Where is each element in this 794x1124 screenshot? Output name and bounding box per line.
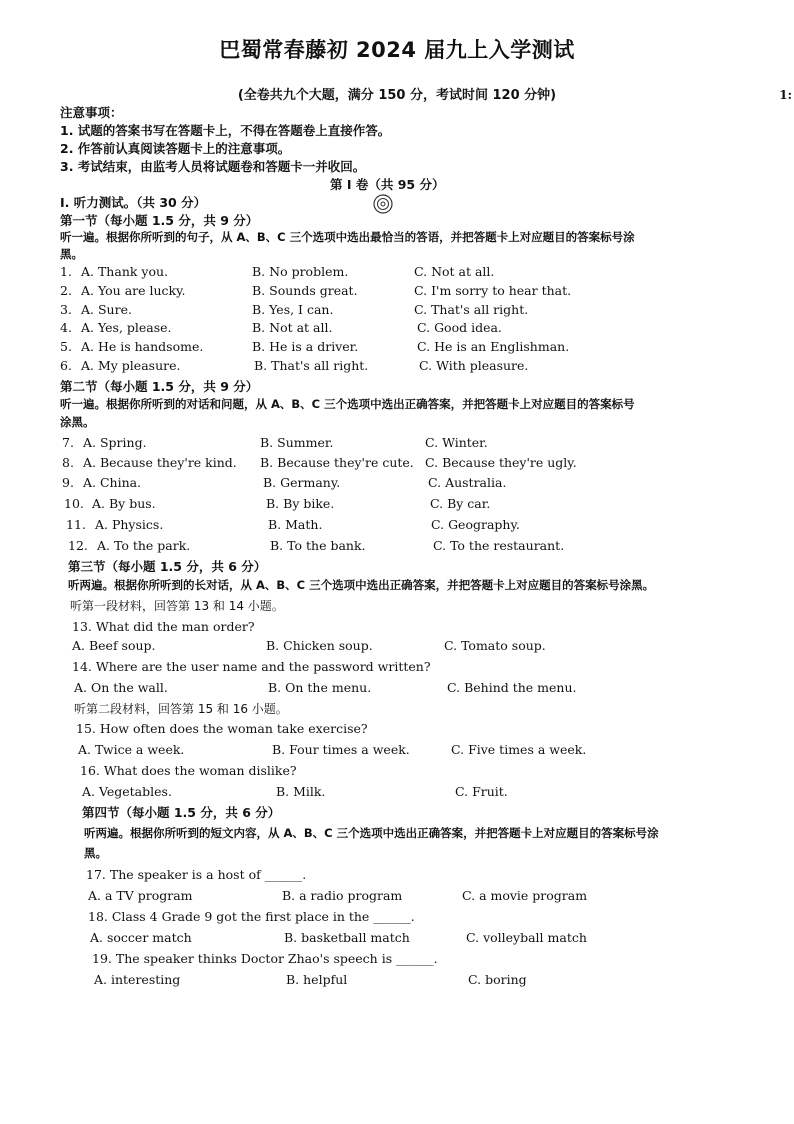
question-number: 4.	[60, 320, 72, 335]
option-c: C. He is an Englishman.	[417, 339, 570, 354]
option-b: B. Because they're cute.	[260, 455, 414, 470]
option-b: B. a radio program	[282, 888, 403, 903]
option-c: C. Fruit.	[455, 784, 508, 799]
option-a: A. You are lucky.	[81, 283, 186, 298]
question-number: 6.	[60, 358, 72, 373]
question-number: 10.	[64, 496, 84, 511]
option-c: C. Good idea.	[417, 320, 502, 335]
option-c: C. Behind the menu.	[447, 680, 577, 695]
option-b: B. helpful	[286, 972, 348, 987]
option-c: C. I'm sorry to hear that.	[414, 283, 572, 298]
option-c: C. Tomato soup.	[444, 638, 546, 653]
option-a: A. a TV program	[88, 888, 193, 903]
option-b: B. To the bank.	[270, 538, 366, 553]
option-c: C. Not at all.	[414, 264, 495, 279]
option-b: B. He is a driver.	[252, 339, 359, 354]
section2-instruction: 听一遍。根据你所听到的对话和问题，从 A、B、C 三个选项中选出正确答案，并把答题卡上对应题目的答案标号	[60, 397, 635, 411]
option-b: B. Yes, I can.	[252, 302, 334, 317]
question-number: 7.	[62, 435, 74, 450]
question-number: 1.	[60, 264, 72, 279]
option-c: C. That's all right.	[414, 302, 529, 317]
option-c: C. Five times a week.	[451, 742, 587, 757]
option-a: A. Thank you.	[81, 264, 169, 279]
option-a: A. To the park.	[97, 538, 191, 553]
option-b: B. No problem.	[252, 264, 349, 279]
option-a: A. By bus.	[92, 496, 156, 511]
option-b: B. Math.	[268, 517, 323, 532]
notice-item-3: 3. 考试结束，由监考人员将试题卷和答题卡一并收回。	[60, 159, 366, 174]
option-b: B. Not at all.	[252, 320, 333, 335]
option-a: A. He is handsome.	[81, 339, 204, 354]
option-a: A. Twice a week.	[78, 742, 185, 757]
option-c: C. Because they're ugly.	[425, 455, 577, 470]
notice-heading: 注意事项：	[60, 105, 123, 120]
notice-item-1: 1. 试题的答案书写在答题卡上，不得在答题卷上直接作答。	[60, 123, 391, 138]
section4-instruction-cont: 黑。	[84, 846, 107, 860]
option-b: B. Germany.	[263, 475, 341, 490]
question-number: 12.	[68, 538, 88, 553]
section3-title: 第三节（每小题 1.5 分，共 6 分）	[68, 559, 267, 574]
option-a: A. On the wall.	[74, 680, 168, 695]
volume-heading: 第 I 卷（共 95 分）	[330, 177, 445, 192]
section2-title: 第二节（每小题 1.5 分，共 9 分）	[60, 379, 259, 394]
section4-instruction: 听两遍。根据你所听到的短文内容，从 A、B、C 三个选项中选出正确答案，并把答题卡上对应题目的答案标号涂	[84, 826, 659, 840]
option-c: C. Australia.	[428, 475, 507, 490]
question-18-stem: 18. Class 4 Grade 9 got the first place in the ______.	[88, 909, 415, 924]
option-a: A. Because they're kind.	[83, 455, 237, 470]
option-c: C. boring	[468, 972, 527, 987]
question-14-stem: 14. Where are the user name and the password written?	[72, 659, 431, 674]
option-b: B. Sounds great.	[252, 283, 358, 298]
option-c: C. With pleasure.	[419, 358, 529, 373]
exam-title: 巴蜀常春藤初 2024 届九上入学测试	[219, 38, 575, 62]
option-a: A. Physics.	[95, 517, 164, 532]
question-number: 8.	[62, 455, 74, 470]
option-b: B. By bike.	[266, 496, 335, 511]
option-a: A. Beef soup.	[72, 638, 156, 653]
section2-instruction-cont: 涂黑。	[60, 415, 95, 429]
option-b: B. That's all right.	[254, 358, 369, 373]
question-number: 2.	[60, 283, 72, 298]
option-c: C. volleyball match	[466, 930, 587, 945]
option-a: A. interesting	[94, 972, 181, 987]
question-13-stem: 13. What did the man order?	[72, 619, 255, 634]
option-c: C. a movie program	[462, 888, 588, 903]
option-a: A. Vegetables.	[82, 784, 172, 799]
question-number: 5.	[60, 339, 72, 354]
audio-disc-icon	[372, 193, 394, 215]
question-number: 9.	[62, 475, 74, 490]
page-edge-mark: 1:	[779, 88, 792, 102]
notice-item-2: 2. 作答前认真阅读答题卡上的注意事项。	[60, 141, 291, 156]
question-16-stem: 16. What does the woman dislike?	[80, 763, 297, 778]
section1-instruction-cont: 黑。	[60, 247, 83, 261]
section3-material-1: 听第一段材料，回答第 13 和 14 小题。	[70, 599, 284, 613]
option-b: B. Summer.	[260, 435, 334, 450]
question-number: 11.	[66, 517, 86, 532]
option-a: A. Sure.	[81, 302, 132, 317]
option-a: A. China.	[83, 475, 142, 490]
option-b: B. Four times a week.	[272, 742, 410, 757]
option-b: B. Chicken soup.	[266, 638, 373, 653]
option-b: B. On the menu.	[268, 680, 372, 695]
option-c: C. To the restaurant.	[433, 538, 565, 553]
option-a: A. Spring.	[83, 435, 147, 450]
exam-subtitle: (全卷共九个大题，满分 150 分，考试时间 120 分钟)	[237, 88, 557, 103]
question-number: 3.	[60, 302, 72, 317]
section3-material-2: 听第二段材料，回答第 15 和 16 小题。	[74, 702, 288, 716]
section1-instruction: 听一遍。根据你所听到的句子，从 A、B、C 三个选项中选出最恰当的答语，并把答题卡上对应题目的答案标号涂	[60, 230, 635, 244]
option-b: B. basketball match	[284, 930, 410, 945]
section1-title: 第一节（每小题 1.5 分，共 9 分）	[60, 213, 259, 228]
option-c: C. Geography.	[431, 517, 520, 532]
option-c: C. By car.	[430, 496, 491, 511]
part1-title: I. 听力测试。（共 30 分）	[60, 195, 207, 210]
option-b: B. Milk.	[276, 784, 326, 799]
option-a: A. Yes, please.	[81, 320, 172, 335]
question-19-stem: 19. The speaker thinks Doctor Zhao's speech is ______.	[92, 951, 438, 966]
option-c: C. Winter.	[425, 435, 488, 450]
option-a: A. My pleasure.	[81, 358, 181, 373]
option-a: A. soccer match	[90, 930, 192, 945]
section3-instruction: 听两遍。根据你所听到的长对话，从 A、B、C 三个选项中选出正确答案，并把答题卡上对应题目的答案标号涂黑。	[68, 578, 655, 592]
question-15-stem: 15. How often does the woman take exercise?	[76, 721, 368, 736]
section4-title: 第四节（每小题 1.5 分，共 6 分）	[82, 805, 281, 820]
question-17-stem: 17. The speaker is a host of ______.	[86, 867, 307, 882]
